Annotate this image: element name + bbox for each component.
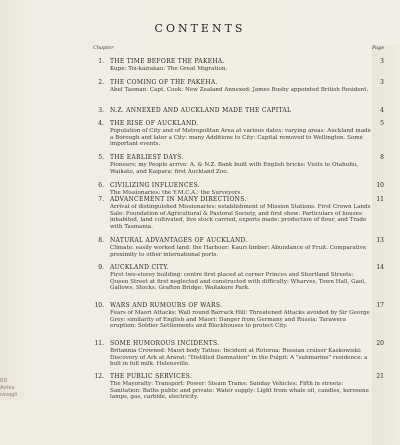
stamp-line: RD (0, 378, 8, 384)
page-number: 20 (376, 340, 384, 347)
library-stamp (0, 378, 17, 399)
chapter-number: 6. (98, 182, 104, 189)
stamp-line: Aotea (0, 385, 15, 391)
chapter-summary: The Mayoralty: Transport: Power: Steam Trams: Sunday Vehicles: Fifth in streets: Sanitation: Baths public and private: Water supply: Light from whale oil, candles, kerosene lamps, gas, carbide, electricity. (110, 381, 369, 401)
chapter-summary: First two-storey building: centre first placed at corner Princes and Shortland Streets: Queen Street at first neglected and constructed with difficulty: Wharves, Town Hall, Gaol, Gallows, Stocks: Grafton Bridge: Waitakere Park. (110, 272, 366, 292)
chapter-heading: THE RISE OF AUCKLAND. (110, 120, 199, 127)
chapter-heading: WARS AND RUMOURS OF WARS. (110, 302, 223, 309)
page-number: 10 (376, 182, 384, 189)
page-number: 14 (376, 264, 384, 271)
chapter-number: 1. (98, 58, 104, 65)
chapter-heading: THE PUBLIC SERVICES. (110, 373, 193, 380)
chapter-number: 9. (98, 264, 104, 271)
stamp-line: ravagli (0, 392, 18, 398)
chapter-summary: Population of City and of Metropolitan Area at various dates: varying areas: Auckland made a Borough and later a City: many Additions to City: Capital removed to Wellington. Some important events. (110, 128, 371, 148)
chapter-number: 4. (98, 120, 104, 127)
chapter-number: 5. (98, 154, 104, 161)
chapter-number: 8. (98, 237, 104, 244)
page-number: 21 (376, 373, 384, 380)
chapter-number: 2. (98, 79, 104, 86)
chapter-heading: CIVILIZING INFLUENCES. (110, 182, 201, 189)
page-number: 11 (376, 196, 384, 203)
chapter-heading: AUCKLAND CITY. (110, 264, 170, 271)
chapter-summary: Fears of Maori Attacks: Wall round Barrack Hill: Threatened Attacks avoided by Sir George Grey: similarity of English and Maori: Danger from Germany and Russia: Tarawera eruption: Soldier Settlements and Blockhouses to protect City. (110, 310, 370, 330)
page-number: 13 (376, 237, 384, 244)
chapter-summary: Abel Tasman: Capt. Cook: New Zealand Annexed: James Busby appointed British Resident. (110, 87, 369, 93)
page-column-header: Page (372, 45, 400, 445)
chapter-heading: THE COMING OF THE PAKEHA. (110, 79, 218, 86)
page-title: CONTENTS (154, 22, 246, 35)
page-number: 4 (380, 107, 384, 114)
chapter-summary: The Missionaries: the Y.M.C.A.: the Surveyors. (110, 190, 242, 196)
chapter-summary: Arrival of distinguished Missionaries: establishment of Mission Stations. First Crown Lands Sale: Foundation of Agricultural & Pastoral Society, and first show: Particulars of houses inhabited, land cultivated, live stock carried, exports made: production of flour, and Trade with Tasmania. (110, 204, 371, 230)
chapter-column-header: Chapter (93, 45, 114, 51)
chapter-heading: N.Z. ANNEXED AND AUCKLAND MADE THE CAPITAL (110, 107, 292, 114)
page-number: 8 (380, 154, 384, 161)
chapter-heading: THE EARLIEST DAYS. (110, 154, 184, 161)
page-number: 3 (380, 58, 384, 65)
chapter-summary: Climate: easily worked land: the Harbour: Kauri timber: Abundance of Fruit. Comparative proximity to other international ports. (110, 245, 367, 258)
page-number: 5 (380, 120, 384, 127)
chapter-summary: Pioneers: my People arrive: A. & N.Z. Bank built with English bricks: Visits to Otahuhu, Waikato, and Kaipara: first Auckland Zoo. (110, 162, 359, 175)
chapter-number: 7. (98, 196, 104, 203)
chapter-heading: SOME HUMOROUS INCIDENTS. (110, 340, 220, 347)
page-number: 17 (376, 302, 384, 309)
chapter-summary: Britannia Crowned: Maori body Tattoo: Incident at Rotorua: Russian cruiser Kaskowiski: Discovery of Ark at Ararat: "Distilled Damnation" in the Pulpit: A "submarine" residence: a bull in full milk. Helensville. (110, 348, 368, 368)
page-number: 3 (380, 79, 384, 86)
chapter-heading: NATURAL ADVANTAGES OF AUCKLAND. (110, 237, 248, 244)
chapter-number: 12. (94, 373, 104, 380)
chapter-heading: THE TIME BEFORE THE PAKEHA. (110, 58, 225, 65)
chapter-heading: ADVANCEMENT IN MANY DIRECTIONS. (110, 196, 247, 203)
chapter-number: 10. (94, 302, 104, 309)
chapter-number: 3. (98, 107, 104, 114)
chapter-number: 11. (94, 340, 104, 347)
chapter-summary: Kupe: Toi-kairakau: The Great Migration. (110, 66, 228, 72)
